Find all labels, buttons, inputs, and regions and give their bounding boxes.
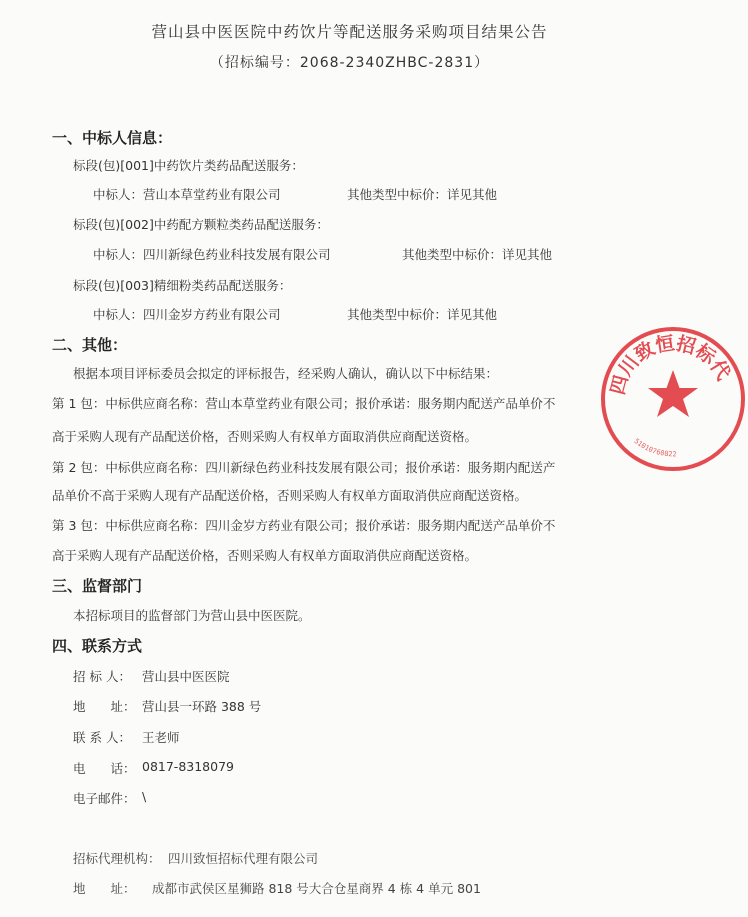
section2-heading: 二、其他： <box>52 336 128 354</box>
lot1-price: 其他类型中标价：详见其他 <box>347 187 498 202</box>
supervisor-text: 本招标项目的监督部门为营山县中医医院。 <box>73 608 311 623</box>
contact-address-label: 地 址： <box>73 699 136 714</box>
section2-intro: 根据本项目评标委员会拟定的评标报告，经采购人确认，确认以下中标结果： <box>73 366 499 381</box>
contact-tenderer-value: 营山县中医医院 <box>142 669 230 684</box>
agency-label: 招标代理机构： <box>73 851 161 866</box>
agency-value: 四川致恒招标代理有限公司 <box>168 851 319 866</box>
agency-address-value: 成都市武侯区星狮路 818 号大合仓星商界 4 栋 4 单元 801 <box>152 881 481 896</box>
agency-address-label: 地 址： <box>73 881 136 896</box>
contact-email-value: \ <box>142 789 147 804</box>
company-seal <box>598 324 748 474</box>
section3-heading: 三、监督部门 <box>52 577 143 595</box>
result-line-1: 第 1 包：中标供应商名称：营山本草堂药业有限公司；报价承诺：服务期内配送产品单价不 <box>52 396 556 411</box>
lot1-name: 标段(包)[001]中药饮片类药品配送服务： <box>73 158 304 173</box>
bid-number: （招标编号：2068-2340ZHBC-2831） <box>209 55 490 71</box>
result-line-3: 第 2 包：中标供应商名称：四川新绿色药业科技发展有限公司；报价承诺：服务期内配送产 <box>52 460 556 475</box>
lot2-price: 其他类型中标价：详见其他 <box>402 247 553 262</box>
lot3-price: 其他类型中标价：详见其他 <box>347 307 498 322</box>
contact-email-label: 电子邮件： <box>73 791 136 806</box>
seal-number: 51010760822 <box>632 437 677 459</box>
contact-phone-label: 电 话： <box>73 761 136 776</box>
contact-phone-value: 0817-8318079 <box>142 759 234 774</box>
lot3-winner: 中标人：四川金岁方药业有限公司 <box>93 307 281 322</box>
contact-person-label: 联 系 人： <box>73 730 131 745</box>
result-line-6: 高于采购人现有产品配送价格，否则采购人有权单方面取消供应商配送资格。 <box>52 548 478 563</box>
result-line-5: 第 3 包：中标供应商名称：四川金岁方药业有限公司；报价承诺：服务期内配送产品单价不 <box>52 518 556 533</box>
lot1-winner: 中标人：营山本草堂药业有限公司 <box>93 187 281 202</box>
section4-heading: 四、联系方式 <box>52 637 143 655</box>
lot2-winner: 中标人：四川新绿色药业科技发展有限公司 <box>93 247 331 262</box>
section1-heading: 一、中标人信息： <box>52 129 173 147</box>
seal-text: 四川致恒招标代 <box>606 332 735 398</box>
result-line-4: 品单价不高于采购人现有产品配送价格，否则采购人有权单方面取消供应商配送资格。 <box>52 488 528 503</box>
contact-address-value: 营山县一环路 388 号 <box>142 699 262 714</box>
document-title: 营山县中医医院中药饮片等配送服务采购项目结果公告 <box>151 23 548 41</box>
lot2-name: 标段(包)[002]中药配方颗粒类药品配送服务： <box>73 217 329 232</box>
contact-person-value: 王老师 <box>142 730 180 745</box>
result-line-2: 高于采购人现有产品配送价格，否则采购人有权单方面取消供应商配送资格。 <box>52 429 478 444</box>
lot3-name: 标段(包)[003]精细粉类药品配送服务： <box>73 278 292 293</box>
svg-text:51010760822 <box>632 437 676 458</box>
contact-tenderer-label: 招 标 人： <box>73 669 131 684</box>
seal-star-icon <box>648 370 698 417</box>
